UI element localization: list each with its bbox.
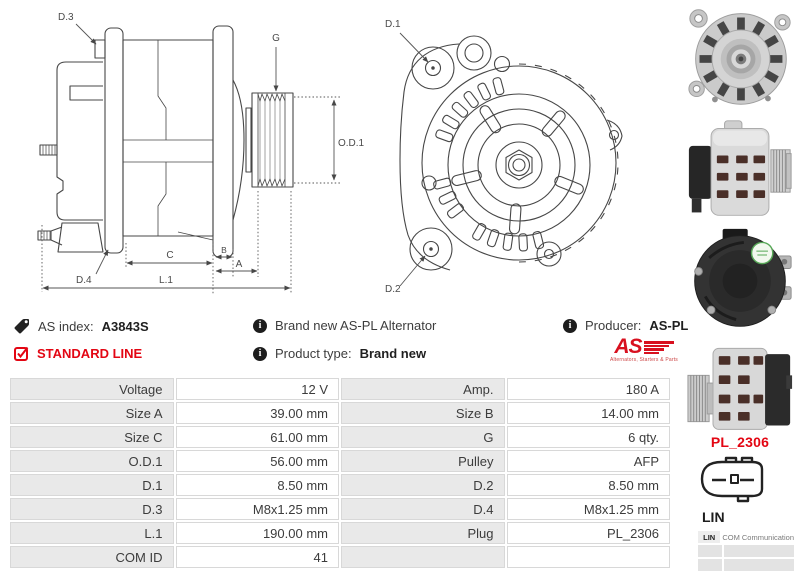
spec-label: Size A — [10, 402, 174, 424]
spec-value: 14.00 mm — [507, 402, 671, 424]
spec-label: Amp. — [341, 378, 505, 400]
brand-new-line — [253, 318, 436, 333]
spec-row — [10, 402, 670, 424]
spec-row — [10, 378, 670, 400]
spec-label: Size B — [341, 402, 505, 424]
spec-row — [10, 498, 670, 520]
aspl-logo — [609, 335, 678, 363]
spec-label: O.D.1 — [10, 450, 174, 472]
technical-drawings — [0, 0, 680, 310]
spec-label: D.2 — [341, 474, 505, 496]
comm-key: LIN — [698, 531, 720, 543]
comm-table — [698, 531, 794, 571]
standard-line-label: STANDARD LINE — [37, 346, 143, 361]
plug-connector-drawing — [694, 454, 772, 504]
aspl-logo-text: AS — [614, 335, 642, 358]
spec-label: D.1 — [10, 474, 174, 496]
dim-label-d3: D.3 — [58, 12, 74, 23]
spec-label: Size C — [10, 426, 174, 448]
spec-label: Voltage — [10, 378, 174, 400]
spec-row — [10, 474, 670, 496]
dim-label-d1: D.1 — [385, 19, 401, 30]
spec-row — [10, 426, 670, 448]
as-index-value: A3843S — [101, 318, 149, 334]
spec-value: 8.50 mm — [176, 474, 340, 496]
pulley-spokes — [451, 104, 585, 234]
dim-label-od1: O.D.1 — [338, 138, 365, 149]
spec-label: D.3 — [10, 498, 174, 520]
plug-code-label: PL_2306 — [710, 434, 770, 450]
dim-label-d4: D.4 — [76, 275, 92, 286]
plug-drawing-wrap — [694, 454, 800, 509]
product-info-area — [0, 310, 689, 376]
producer-line — [563, 318, 688, 333]
product-gallery — [680, 0, 800, 576]
comm-row — [698, 559, 794, 571]
spec-label — [341, 546, 505, 568]
plug-type-label: LIN — [702, 509, 725, 525]
comm-value — [724, 559, 794, 571]
spec-value: 12 V — [176, 378, 340, 400]
aspl-logo-stripes — [644, 341, 674, 354]
spec-value: M8x1.25 mm — [507, 498, 671, 520]
spec-value: 6 qty. — [507, 426, 671, 448]
tag-icon — [14, 318, 30, 334]
info-icon: i — [253, 319, 267, 333]
spec-value — [507, 546, 671, 568]
dim-label-d2: D.2 — [385, 284, 401, 295]
spec-label: L.1 — [10, 522, 174, 544]
spec-table — [8, 376, 672, 570]
dim-label-c: C — [166, 250, 174, 261]
spec-value: 180 A — [507, 378, 671, 400]
dim-label-l1: L.1 — [159, 275, 173, 286]
as-index-line — [14, 318, 149, 334]
dim-label-a: A — [235, 259, 243, 270]
producer-value: AS-PL — [649, 318, 689, 333]
spec-label: G — [341, 426, 505, 448]
spec-row — [10, 546, 670, 568]
product-type-label: Product type: — [275, 346, 352, 361]
spec-label: Pulley — [341, 450, 505, 472]
info-icon: i — [253, 347, 267, 361]
spec-value: M8x1.25 mm — [176, 498, 340, 520]
standard-line-badge — [14, 346, 142, 361]
side-view-drawing — [38, 26, 293, 257]
aspl-logo-tagline: Alternators, Starters & Parts — [609, 357, 678, 363]
product-type-line — [253, 346, 426, 361]
product-photo-side-pulley-right[interactable] — [686, 116, 794, 224]
comm-key — [698, 545, 722, 557]
spec-value: PL_2306 — [507, 522, 671, 544]
spec-value: 41 — [176, 546, 340, 568]
spec-label: Plug — [341, 522, 505, 544]
spec-value: 56.00 mm — [176, 450, 340, 472]
front-view-drawing — [400, 36, 622, 270]
spec-row — [10, 522, 670, 544]
product-photo-front[interactable] — [686, 4, 794, 112]
product-photo-side-pulley-left[interactable] — [686, 338, 794, 432]
vent-slots — [433, 77, 544, 251]
dim-label-b: B — [221, 245, 227, 255]
spec-value: 61.00 mm — [176, 426, 340, 448]
product-type-value: Brand new — [359, 346, 427, 361]
spec-value: 190.00 mm — [176, 522, 340, 544]
brand-new-text: Brand new AS-PL Alternator — [275, 318, 437, 333]
checkbox-checked-icon — [14, 346, 29, 361]
comm-value — [724, 545, 794, 557]
spec-label: COM ID — [10, 546, 174, 568]
product-photo-rear[interactable] — [686, 228, 794, 334]
spec-value: AFP — [507, 450, 671, 472]
producer-label: Producer: — [585, 318, 642, 333]
spec-row — [10, 450, 670, 472]
alternator-dimension-drawing — [0, 0, 680, 310]
comm-key — [698, 559, 722, 571]
comm-value: COM Communication — [722, 532, 794, 542]
as-index-label: AS index: — [38, 318, 94, 334]
comm-row — [698, 531, 794, 543]
dim-label-g: G — [272, 33, 280, 44]
spec-value: 39.00 mm — [176, 402, 340, 424]
comm-row — [698, 545, 794, 557]
spec-value: 8.50 mm — [507, 474, 671, 496]
spec-label: D.4 — [341, 498, 505, 520]
info-icon: i — [563, 319, 577, 333]
